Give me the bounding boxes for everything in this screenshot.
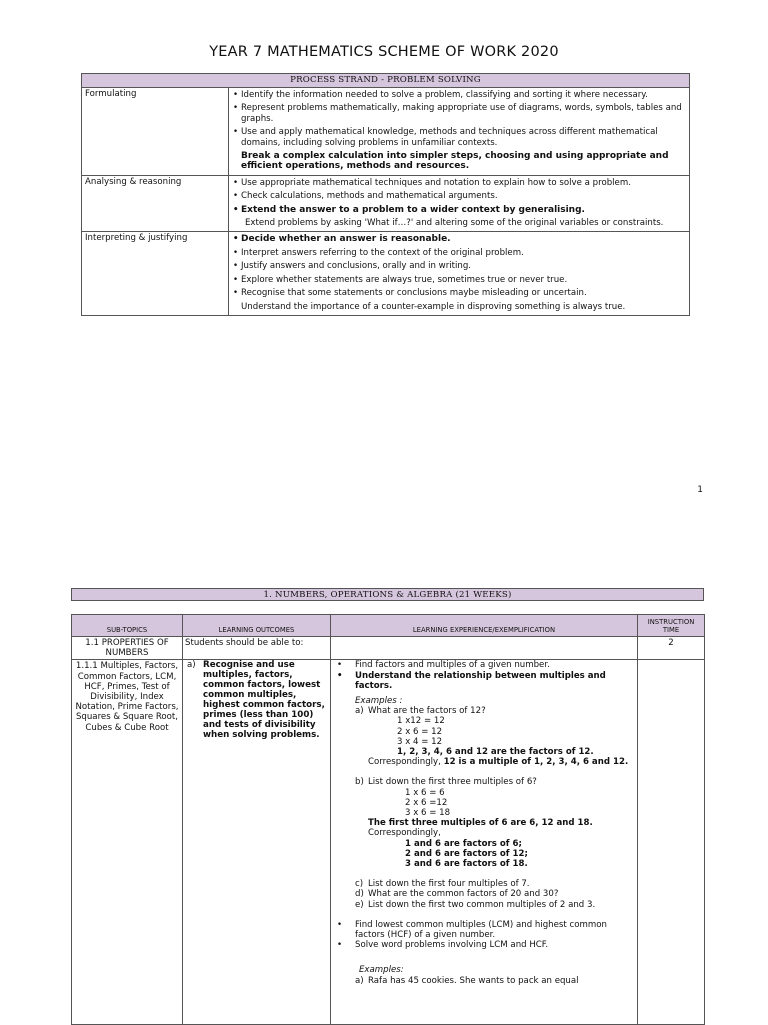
working-line: 3 x 4 = 12 [397,736,443,747]
examples-label: Examples: [359,965,404,976]
row-content-interpreting [229,232,690,315]
trailing-statement: Understand the importance of a counter-example in disproving something is always true. [241,301,626,312]
process-strand-table [81,73,690,316]
question-word-a [335,976,635,986]
column-header-learning-outcomes: LEARNING OUTCOMES [183,615,331,637]
list-item: • Identify the information needed to solve a problem, classifying and sorting it where necessary. [233,90,686,100]
factor-fact: 3 and 6 are factors of 18. [405,859,528,870]
experience-bullet: • Find factors and multiples of a given number. [335,660,635,670]
list-item: • Use appropriate mathematical techniques and notation to explain how to solve a problem. [233,178,686,188]
question-text: List down the first two common multiples of 2 and 3. [368,899,596,910]
question-text: List down the first three multiples of 6? [368,777,537,788]
working-line: 2 x 6 =12 [405,797,448,808]
column-header-instruction-time: INSTRUCTION TIME [638,615,705,637]
outcome-text: Recognise and use multiples, factors, common factors, lowest common multiples, highest common factors, primes (less than 100) and tests of divisibility when solving problems. [203,660,325,741]
subtopic-cell: 1.1.1 Multiples, Factors, Common Factors, LCM, HCF, Primes, Test of Divisibility, Index Notation, Prime Factors, Squares & Square Root, Cubes & Cube Root [72,660,183,1025]
correspondingly-text: Correspondingly, [368,828,441,839]
factor-fact: 2 and 6 are factors of 12; [405,848,528,859]
correspondingly-bold: 12 is a multiple of 1, 2, 3, 4, 6 and 12. [443,757,629,768]
factor-fact: 1 and 6 are factors of 6; [405,838,522,849]
working-line: 1 x 6 = 6 [405,787,445,798]
column-header-learning-experience: LEARNING EXPERIENCE/EXEMPLIFICATION [331,615,638,637]
question-marker: a) [355,706,364,717]
row-label-analysing: Analysing & reasoning [82,175,229,232]
outcomes-intro-cell: Students should be able to: [183,637,331,660]
list-item: • Represent problems mathematically, making appropriate use of diagrams, words, symbols, tables and graphs. [233,103,686,124]
list-item: • Recognise that some statements or conclusions maybe misleading or uncertain. [233,288,686,298]
examples-label: Examples : [355,696,403,707]
answer-line: The first three multiples of 6 are 6, 12 and 18. [368,818,593,829]
question-marker: a) [355,975,364,986]
list-item: • Decide whether an answer is reasonable. [233,234,686,244]
page-number: 1 [697,485,703,495]
working-line: 3 x 6 = 18 [405,808,451,819]
outcome-item [187,660,328,740]
list-item: • Explore whether statements are always true, sometimes true or never true. [233,275,686,285]
list-item: • Extend the answer to a problem to a wider context by generalising. [233,205,686,215]
working-line: 2 x 6 = 12 [397,726,443,737]
section-heading: 1. NUMBERS, OPERATIONS & ALGEBRA (21 WEEKS) [71,588,704,601]
question-marker: e) [355,899,364,910]
question-marker: b) [355,777,364,788]
question-text: Rafa has 45 cookies. She wants to pack an equal [368,975,579,986]
question-marker: c) [355,879,364,890]
working-line: 1 x12 = 12 [397,716,445,727]
correspondingly-line [335,757,635,767]
row-content-formulating [229,88,690,176]
column-header-subtopics: SUB-TOPICS [72,615,183,637]
trailing-statement: Extend problems by asking 'What if…?' and altering some of the original variables or constraints. [245,218,664,229]
question-c [335,879,635,889]
row-content-analysing [229,175,690,232]
process-strand-heading: PROCESS STRAND - PROBLEM SOLVING [82,74,690,88]
trailing-statement: Break a complex calculation into simpler steps, choosing and using appropriate and efficient operations, methods and resources. [241,151,669,172]
outcome-cell [183,660,331,1025]
question-e [335,900,635,910]
experience-intro-cell [331,637,638,660]
question-marker: d) [355,889,364,900]
question-d [335,889,635,899]
experience-bullet: • Find lowest common multiples (LCM) and highest common factors (HCF) of a given number. [335,920,635,940]
experience-bullet: • Understand the relationship between multiples and factors. [335,671,635,691]
row-label-interpreting: Interpreting & justifying [82,232,229,315]
answer-line: 1, 2, 3, 4, 6 and 12 are the factors of 12. [397,747,594,758]
question-a [335,706,635,716]
outcome-marker: a) [187,660,196,671]
question-text: What are the common factors of 20 and 30? [368,889,559,900]
experience-bullet: • Solve word problems involving LCM and HCF. [335,940,635,950]
row-label-formulating: Formulating [82,88,229,176]
list-item: • Use and apply mathematical knowledge, methods and techniques across different mathematical domains, including solving problems in unfamiliar contexts. [233,127,686,148]
topic-cell: 1.1 PROPERTIES OF NUMBERS [72,637,183,660]
list-item: • Justify answers and conclusions, orally and in writing. [233,261,686,271]
list-item: • Interpret answers referring to the context of the original problem. [233,248,686,258]
time-cell [638,660,705,1025]
list-item: • Check calculations, methods and mathematical arguments. [233,191,686,201]
question-text: List down the first four multiples of 7. [368,879,530,890]
scheme-table [71,614,705,1025]
experience-cell [331,660,638,1025]
instruction-time-cell: 2 [638,637,705,660]
correspondingly-text: Correspondingly, [368,757,441,768]
question-b [335,777,635,787]
question-text: What are the factors of 12? [368,706,486,717]
page-title: YEAR 7 MATHEMATICS SCHEME OF WORK 2020 [209,44,559,60]
